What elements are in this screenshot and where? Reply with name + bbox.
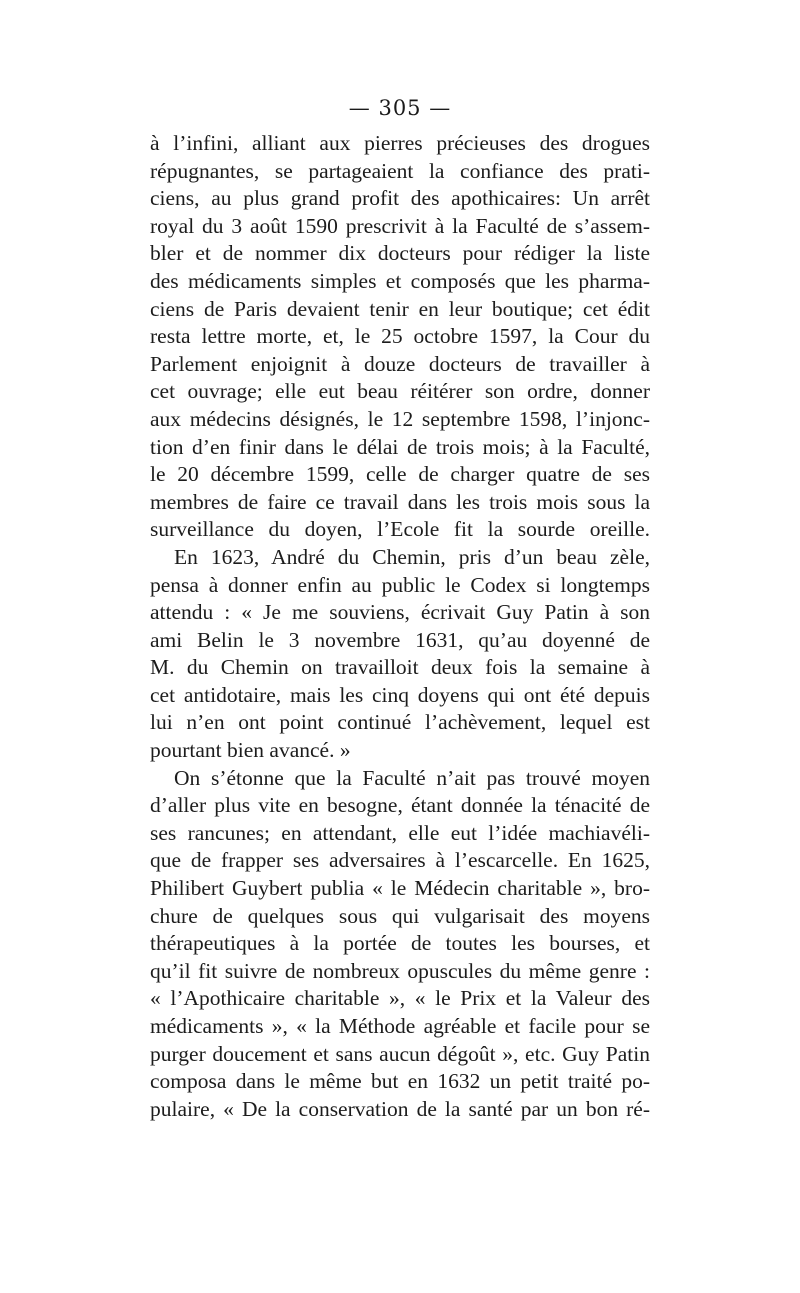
text-line: En 1623, André du Chemin, pris d’un beau zèle, (174, 544, 650, 569)
text-line: resta lettre morte, et, le 25 octobre 1597, la Cour du (150, 324, 650, 349)
text-line: le 20 décembre 1599, celle de charger quatre de ses (150, 462, 650, 487)
text-line: lui n’en ont point continué l’achèvement, lequel est (150, 710, 650, 735)
text-line: cet antidotaire, mais les cinq doyens qui ont été depuis (150, 682, 650, 707)
text-line: ami Belin le 3 novembre 1631, qu’au doyenné de (150, 627, 650, 652)
text-line: que de frapper ses adversaires à l’escarcelle. En 1625, (150, 848, 650, 873)
text-line: répugnantes, se partageaient la confiance des prati- (150, 158, 650, 183)
body-text (150, 130, 650, 1123)
text-line: royal du 3 août 1590 prescrivit à la Faculté de s’assem- (150, 213, 650, 238)
text-line: qu’il fit suivre de nombreux opuscules du même genre : (150, 958, 650, 983)
text-line: tion d’en finir dans le délai de trois mois; à la Faculté, (150, 434, 650, 459)
text-line: Philibert Guybert publia « le Médecin charitable », bro- (150, 876, 650, 901)
text-line: « l’Apothicaire charitable », « le Prix et la Valeur des (150, 986, 650, 1011)
text-line: pourtant bien avancé. » (150, 738, 351, 763)
text-line: chure de quelques sous qui vulgarisait des moyens (150, 903, 650, 928)
page-number: — 305 — (348, 96, 452, 120)
text-line: pulaire, « De la conservation de la santé par un bon ré- (150, 1096, 650, 1121)
text-line: Parlement enjoignit à douze docteurs de travailler à (150, 351, 650, 376)
text-line: purger doucement et sans aucun dégoût », etc. Guy Patin (150, 1041, 650, 1066)
text-line: d’aller plus vite en besogne, étant donnée la ténacité de (150, 793, 650, 818)
text-line: thérapeutiques à la portée de toutes les bourses, et (150, 931, 650, 956)
text-line: composa dans le même but en 1632 un petit traité po- (150, 1069, 650, 1094)
text-line: médicaments », « la Méthode agréable et facile pour se (150, 1014, 650, 1038)
text-line: surveillance du doyen, l’Ecole fit la sourde oreille. (150, 517, 650, 542)
text-line: cet ouvrage; elle eut beau réitérer son ordre, donner (150, 379, 650, 404)
text-line: ciens de Paris devaient tenir en leur boutique; cet édit (150, 296, 650, 321)
text-line: des médicaments simples et composés que les pharma- (150, 268, 650, 293)
text-line: pensa à donner enfin au public le Codex si longtemps (150, 572, 650, 597)
text-line: ciens, au plus grand profit des apothicaires: Un arrêt (150, 186, 650, 211)
text-line: M. du Chemin on travailloit deux fois la semaine à (150, 655, 650, 680)
text-line: attendu : « Je me souviens, écrivait Guy Patin à son (150, 600, 650, 625)
text-line: membres de faire ce travail dans les trois mois sous la (150, 489, 650, 514)
text-line: ses rancunes; en attendant, elle eut l’idée machiavéli- (150, 820, 650, 845)
text-line: aux médecins désignés, le 12 septembre 1598, l’injonc- (150, 406, 650, 431)
text-line: bler et de nommer dix docteurs pour rédiger la liste (150, 241, 650, 266)
text-line: à l’infini, alliant aux pierres précieuses des drogues (150, 131, 650, 155)
text-line: On s’étonne que la Faculté n’ait pas trouvé moyen (174, 765, 650, 790)
